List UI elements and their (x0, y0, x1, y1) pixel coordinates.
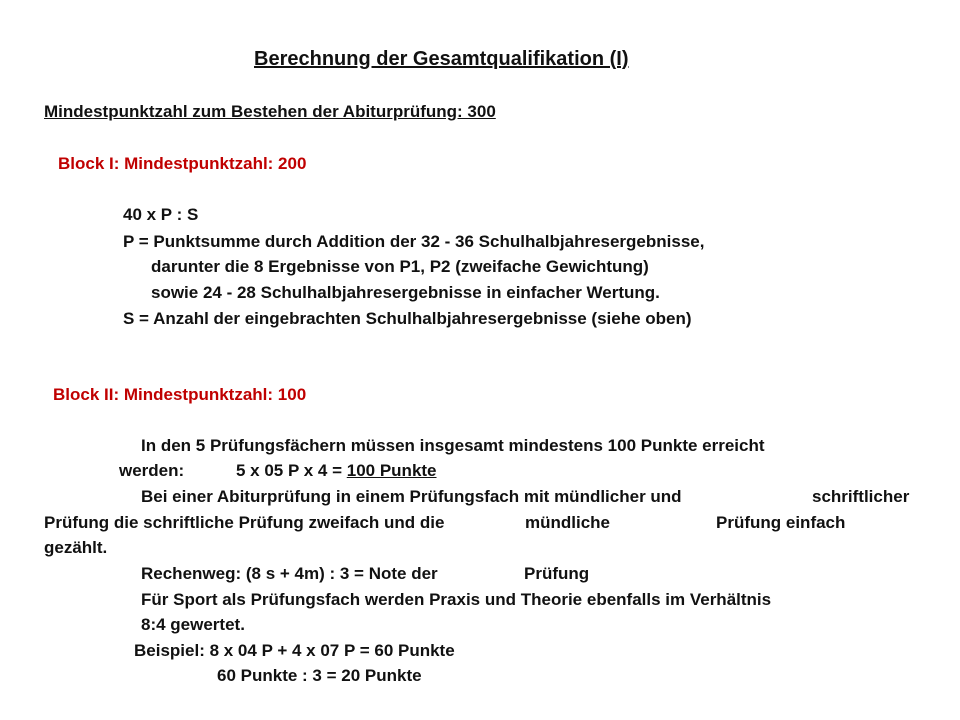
block1-s-definition: S = Anzahl der eingebrachten Schulhalbjahresergebnisse (siehe oben) (123, 309, 692, 328)
block1-p-definition: P = Punktsumme durch Addition der 32 - 36 Schulhalbjahresergebnisse, (123, 232, 705, 251)
block1-heading: Block I: Mindestpunktzahl: 200 (58, 154, 307, 173)
block2-calculation-text: 5 x 05 P x 4 = (236, 461, 347, 480)
block1-p-definition-3: sowie 24 - 28 Schulhalbjahresergebnisse in einfacher Wertung. (151, 283, 660, 302)
block1-formula: 40 x P : S (123, 205, 199, 224)
block2-oral-2b: mündliche (525, 513, 611, 532)
block2-oral-2c: Prüfung einfach (716, 513, 846, 532)
block2-sport-2: 8:4 gewertet. (141, 615, 245, 634)
block2-calculation-result: 100 Punkte (346, 461, 437, 480)
block2-rechenweg: Rechenweg: (8 s + 4m) : 3 = Note der (141, 564, 438, 583)
page-title: Berechnung der Gesamtqualifikation (I) (254, 48, 629, 70)
block2-example-1: Beispiel: 8 x 04 P + 4 x 07 P = 60 Punkte (134, 641, 455, 660)
block2-sport-1: Für Sport als Prüfungsfach werden Praxis und Theorie ebenfalls im Verhältnis (141, 590, 772, 609)
block1-p-definition-2: darunter die 8 Ergebnisse von P1, P2 (zweifache Gewichtung) (151, 257, 649, 276)
block2-oral-3: gezählt. (44, 538, 108, 557)
block2-calculation (236, 460, 437, 482)
block2-example-2: 60 Punkte : 3 = 20 Punkte (217, 666, 422, 685)
block2-werden: werden: (119, 461, 185, 480)
block2-intro: In den 5 Prüfungsfächern müssen insgesamt mindestens 100 Punkte erreicht (141, 436, 765, 455)
block2-oral-2a: Prüfung die schriftliche Prüfung zweifach und die (44, 513, 445, 532)
block2-oral-1b: schriftlicher (812, 487, 910, 506)
block2-oral-1a: Bei einer Abiturprüfung in einem Prüfungsfach mit mündlicher und (141, 487, 682, 506)
minimum-score-line: Mindestpunktzahl zum Bestehen der Abiturprüfung: 300 (44, 102, 496, 121)
block2-rechenweg-b: Prüfung (524, 564, 590, 583)
block2-heading: Block II: Mindestpunktzahl: 100 (53, 385, 307, 404)
